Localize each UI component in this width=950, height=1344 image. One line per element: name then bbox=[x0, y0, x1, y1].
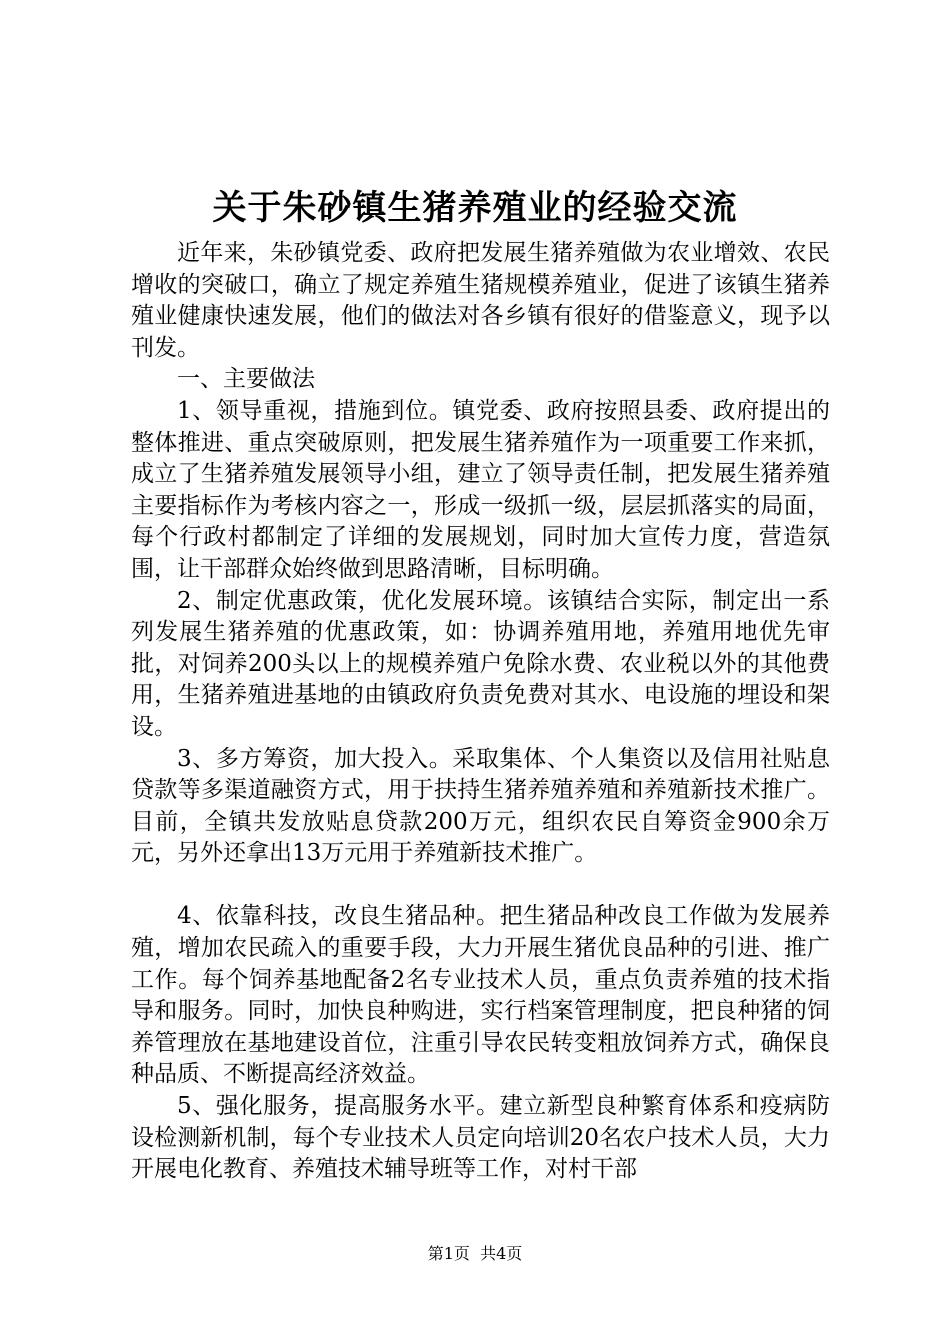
document-body bbox=[131, 238, 830, 1186]
paragraph-item-1: 1、领导重视，措施到位。镇党委、政府按照县委、政府提出的整体推进、重点突破原则，把发展生猪养殖作为一项重要工作来抓，成立了生猪养殖发展领导小组，建立了领导责任制，把发展生猪养殖主要指标作为考核内容之一，形成一级抓一级，层层抓落实的局面，每个行政村都制定了详细的发展规划，同时加大宣传力度，营造氛围，让干部群众始终做到思路清晰，目标明确。 bbox=[131, 397, 830, 582]
section-heading-main-practices: 一、主要做法 bbox=[177, 366, 315, 393]
paragraph-item-2: 2、制定优惠政策，优化发展环境。该镇结合实际，制定出一系列发展生猪养殖的优惠政策，如：协调养殖用地，养殖用地优先审批，对饲养200头以上的规模养殖户免除水费、农业税以外的其他费用，生猪养殖进基地的由镇政府负责免费对其水、电设施的埋设和架设。 bbox=[131, 587, 830, 740]
paragraph-item-5: 5、强化服务，提高服务水平。建立新型良种繁育体系和疫病防设检测新机制，每个专业技术人员定向培训20名农户技术人员，大力开展电化教育、养殖技术辅导班等工作，对村干部 bbox=[131, 1093, 830, 1183]
paragraph-item-4: 4、依靠科技，改良生猪品种。把生猪品种改良工作做为发展养殖，增加农民疏入的重要手段，大力开展生猪优良品种的引进、推广工作。每个饲养基地配备2名专业技术人员，重点负责养殖的技术指导和服务。同时，加快良种购进，实行档案管理制度，把良种猪的饲养管理放在基地建设首位，注重引导农民转变粗放饲养方式，确保良种品质、不断提高经济效益。 bbox=[131, 903, 830, 1088]
document-title: 关于朱砂镇生猪养殖业的经验交流 bbox=[212, 188, 738, 228]
paragraph-intro: 近年来，朱砂镇党委、政府把发展生猪养殖做为农业增效、农民增收的突破口，确立了规定养殖生猪规模养殖业，促进了该镇生猪养殖业健康快速发展，他们的做法对各乡镇有很好的借鉴意义，现予以刊发。 bbox=[131, 240, 830, 361]
paragraph-item-3: 3、多方筹资，加大投入。采取集体、个人集资以及信用社贴息贷款等多渠道融资方式，用于扶持生猪养殖养殖和养殖新技术推广。目前，全镇共发放贴息贷款200万元，组织农民自筹资金900余万元，另外还拿出13万元用于养殖新技术推广。 bbox=[131, 745, 830, 867]
page-number: 第1页 共4页 bbox=[427, 1244, 523, 1263]
page-footer bbox=[0, 1243, 950, 1265]
